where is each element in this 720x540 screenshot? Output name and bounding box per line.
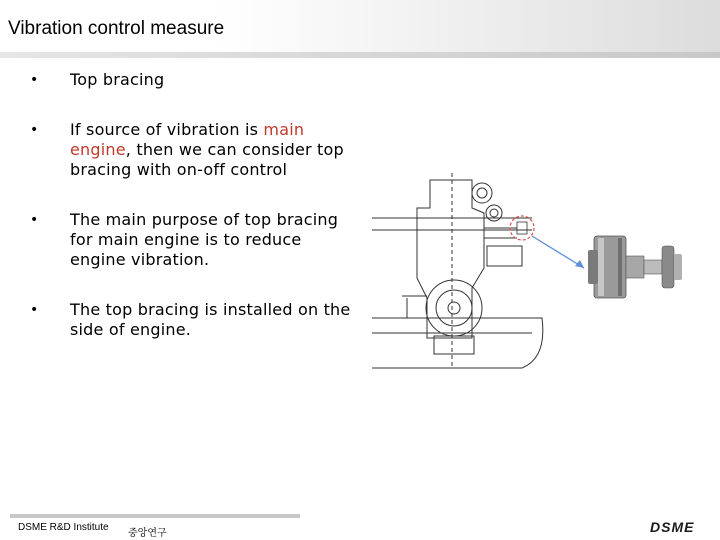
footer-institute: DSME R&D Institute (18, 522, 109, 533)
slide-title: Vibration control measure (8, 18, 225, 39)
footer-korean-label: 중앙연구 (128, 528, 167, 539)
bullet-vibration-source (30, 120, 360, 180)
bullet-marker: • (30, 302, 39, 318)
bullet-text-pre: If source of vibration is (70, 120, 264, 139)
bullet-highlight: main engine (70, 120, 305, 159)
engine-outline (372, 173, 543, 368)
bullet-text: Top bracing (70, 70, 165, 89)
bullet-text: The main purpose of top bracing for main engine is to reduce engine vibration. (70, 210, 339, 269)
bullet-marker: • (30, 212, 39, 228)
bullet-marker: • (30, 122, 39, 138)
engine-top-bracing-diagram (372, 168, 702, 378)
bullet-text-post: , then we can consider top bracing with on-off control (70, 140, 344, 179)
bullet-list (30, 70, 360, 340)
bullet-marker: • (30, 72, 39, 88)
footer-divider (10, 514, 300, 518)
bullet-main-purpose (30, 210, 360, 270)
bullet-top-bracing (30, 70, 360, 90)
top-bracing-device-photo (588, 236, 682, 298)
top-bracing-callout (510, 216, 584, 268)
title-divider (0, 52, 720, 58)
dsme-logo: DSME (650, 519, 695, 535)
bullet-text: The top bracing is installed on the side of engine. (70, 300, 351, 339)
bullet-installation (30, 300, 360, 340)
